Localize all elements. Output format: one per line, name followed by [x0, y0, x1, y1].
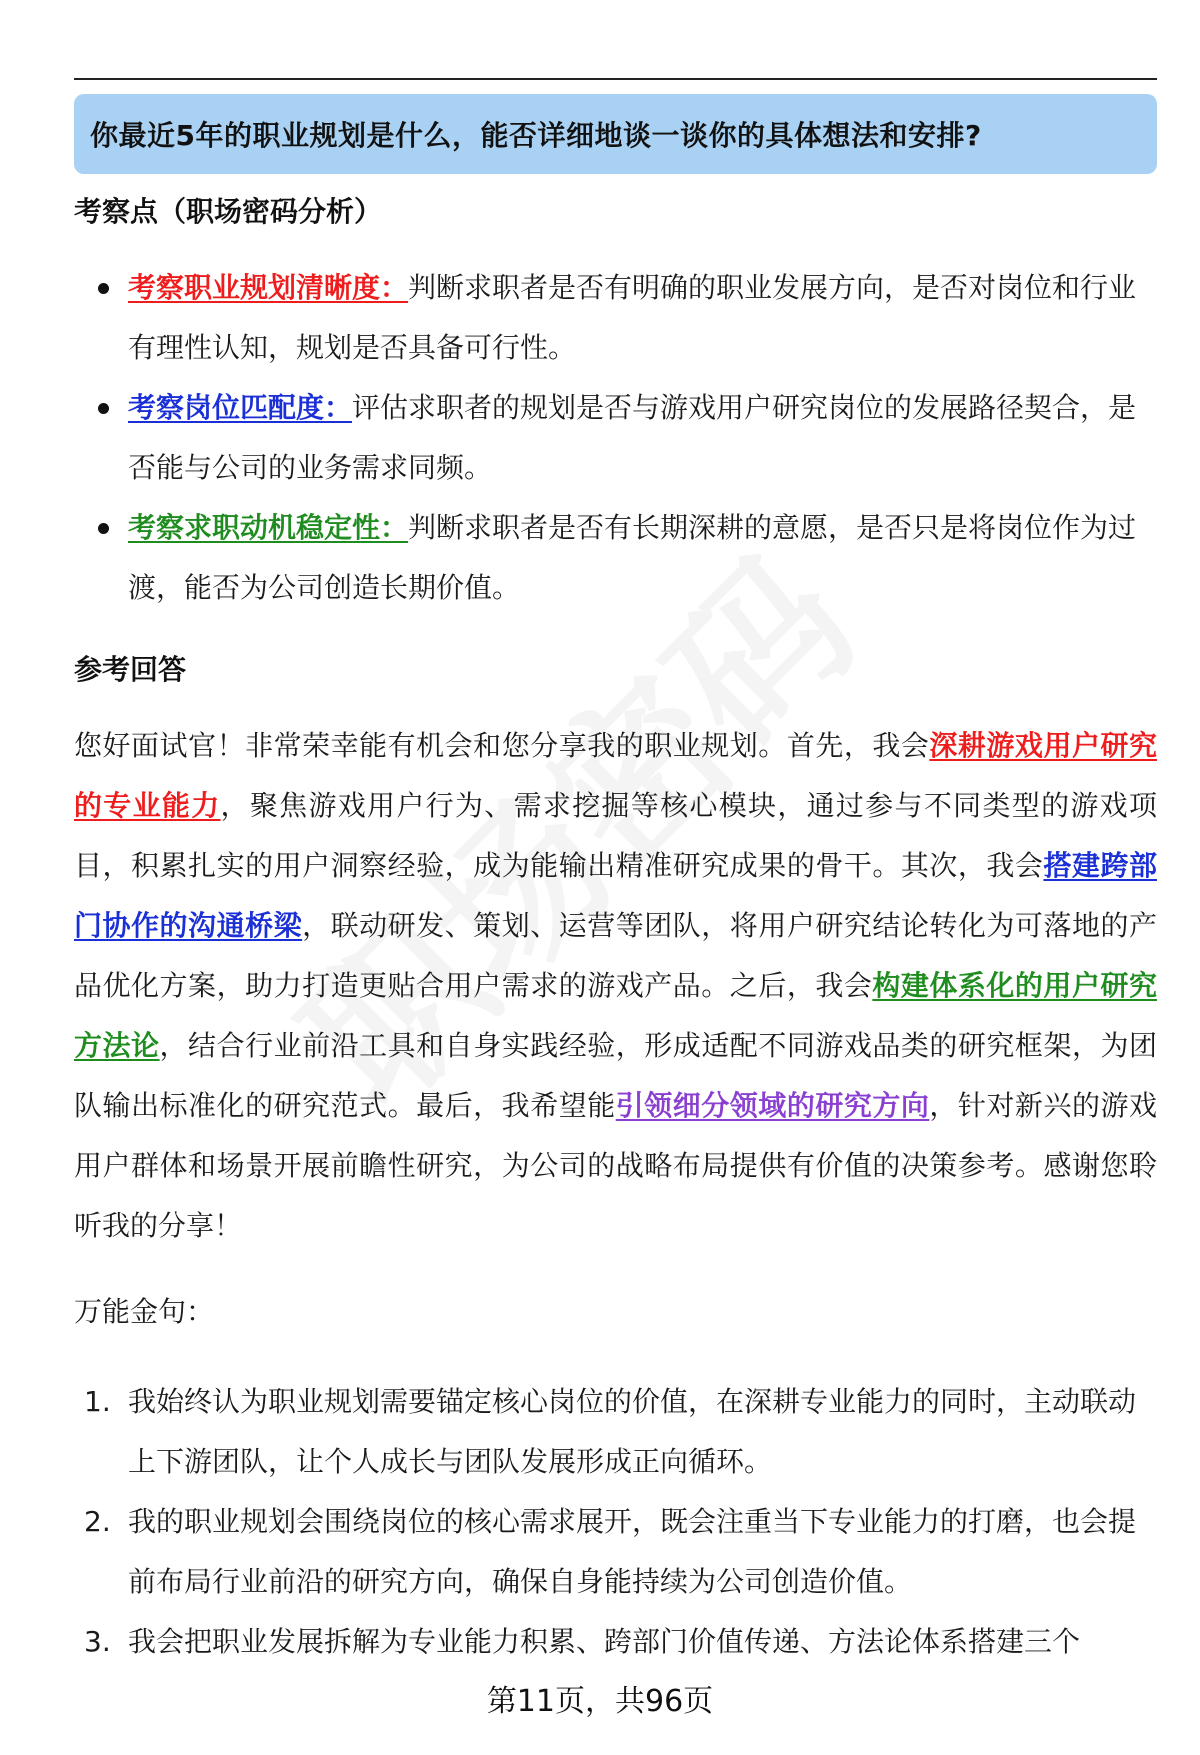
analysis-heading: 考察点（职场密码分析） [74, 195, 383, 228]
list-number: 1. [84, 1385, 111, 1418]
analysis-label: 考察岗位匹配度： [128, 391, 353, 424]
analysis-text: 评估求职者的规划是否与游戏用户研究岗位的发展路径契合，是否能与公司的业务需求同频。 [128, 391, 1137, 484]
analysis-item [74, 498, 1157, 618]
answer-highlight: 搭建跨部门协作的沟通桥梁 [74, 849, 1157, 942]
answer-highlight: 引领细分领域的研究方向 [615, 1089, 930, 1122]
answer-text: ，聚焦游戏用户行为、需求挖掘等核心模块，通过参与不同类型的游戏项目，积累扎实的用户洞察经验，成为能输出精准研究成果的骨干。其次，我会 [74, 789, 1157, 882]
golden-sentence-text: 我的职业规划会围绕岗位的核心需求展开，既会注重当下专业能力的打磨，也会提前布局行业前沿的研究方向，确保自身能持续为公司创造价值。 [128, 1505, 1137, 1598]
answer-text: 您好面试官！非常荣幸能有机会和您分享我的职业规划。首先，我会 [74, 729, 930, 762]
golden-sentence-item [74, 1612, 1157, 1672]
bullet-dot-icon [98, 283, 109, 294]
golden-sentence-text: 我始终认为职业规划需要锚定核心岗位的价值，在深耕专业能力的同时，主动联动上下游团队，让个人成长与团队发展形成正向循环。 [128, 1385, 1137, 1478]
golden-sentence-item [74, 1372, 1157, 1492]
answer-highlight: 构建体系化的用户研究方法论 [74, 969, 1157, 1062]
analysis-item [74, 378, 1157, 498]
answer-text: ，联动研发、策划、运营等团队，将用户研究结论转化为可落地的产品优化方案，助力打造更贴合用户需求的游戏产品。之后，我会 [74, 909, 1157, 1002]
answer-heading: 参考回答 [74, 653, 187, 686]
bullet-dot-icon [98, 523, 109, 534]
analysis-label: 考察求职动机稳定性： [128, 511, 409, 544]
answer-text: ，针对新兴的游戏用户群体和场景开展前瞻性研究，为公司的战略布局提供有价值的决策参考。感谢您聆听我的分享！ [74, 1089, 1157, 1242]
top-divider [74, 78, 1157, 80]
bullet-dot-icon [98, 403, 109, 414]
golden-sentence-item [74, 1492, 1157, 1612]
question-text: 你最近5年的职业规划是什么，能否详细地谈一谈你的具体想法和安排? [90, 119, 982, 152]
question-banner [74, 94, 1157, 174]
analysis-list [74, 258, 1157, 618]
golden-sentence-text: 我会把职业发展拆解为专业能力积累、跨部门价值传递、方法论体系搭建三个 [128, 1625, 1081, 1658]
golden-sentences-list [74, 1372, 1157, 1672]
answer-paragraph [74, 716, 1157, 1256]
golden-sentences-title: 万能金句： [74, 1295, 215, 1328]
analysis-text: 判断求职者是否有长期深耕的意愿，是否只是将岗位作为过渡，能否为公司创造长期价值。 [128, 511, 1137, 604]
list-number: 3. [84, 1625, 111, 1658]
list-number: 2. [84, 1505, 111, 1538]
answer-highlight: 深耕游戏用户研究的专业能力 [74, 729, 1157, 822]
analysis-label: 考察职业规划清晰度： [128, 271, 409, 304]
page-number: 第11页，共96页 [486, 1684, 714, 1719]
answer-text: ，结合行业前沿工具和自身实践经验，形成适配不同游戏品类的研究框架，为团队输出标准化的研究范式。最后，我希望能 [74, 1029, 1157, 1122]
analysis-item [74, 258, 1157, 378]
analysis-text: 判断求职者是否有明确的职业发展方向，是否对岗位和行业有理性认知，规划是否具备可行性。 [128, 271, 1137, 364]
